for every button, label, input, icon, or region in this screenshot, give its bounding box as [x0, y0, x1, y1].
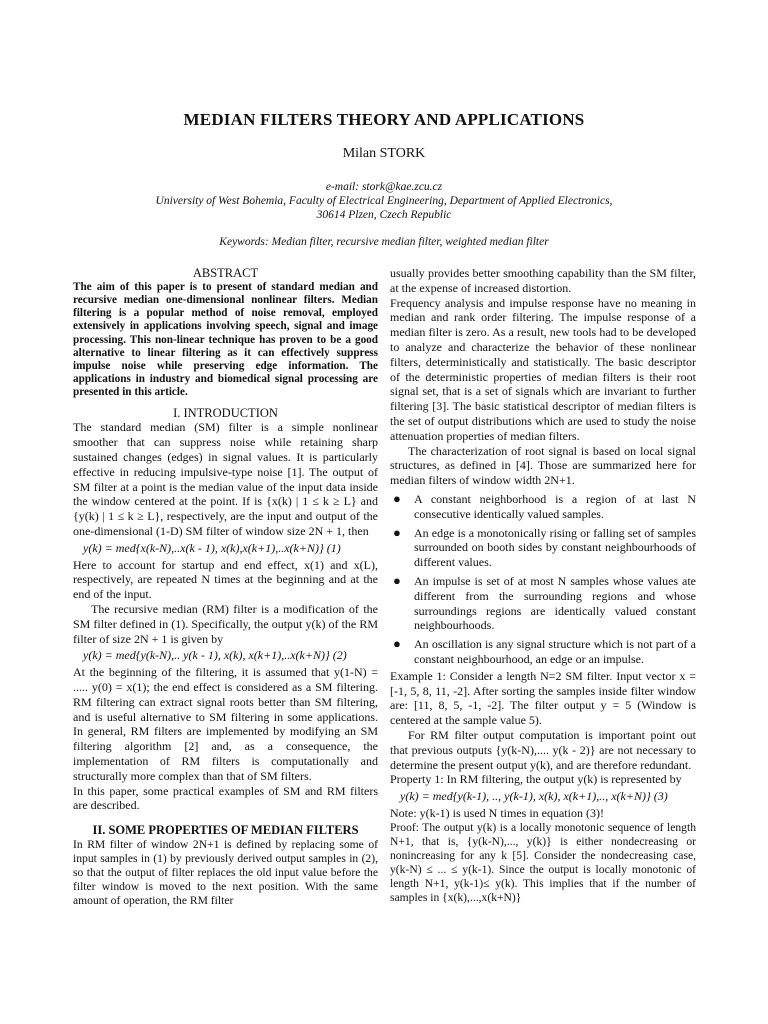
bullet-text: An impulse is set of at most N samples whose values ate different from the surrounding regions and whose surroundings regions are identically valued constant neighbourhoods. [414, 573, 696, 633]
note: Note: y(k-1) is used N times in equation (3)! [390, 805, 604, 820]
left-column [73, 266, 378, 908]
properties-paragraph-1: In RM filter of window 2N+1 is defined by replacing some of input samples in (1) by previously derived output samples in (2), so that the output of filter replaces the old input value before the filter window is moved to the next position. With the same amount of operation, the RM filter [73, 837, 378, 907]
author-email: e-mail: stork@kae.zcu.cz [325, 181, 443, 193]
bullet-item [390, 637, 696, 667]
right-paragraph-2: Frequency analysis and impulse response have no meaning in median and rank order filtering. The impulse response of a median filter is zero. As a result, new tools had to be developed to analyze and characterize the behavior of these nonlinear filters, deterministically and statistically. The basic descriptor of the deterministic properties of median filters is their root signal set, that is a set of signals which are invariant to further filtering [3]. The basic statistical descriptor of median filters is the set of output distributions which are used to study the noise attenuation properties of median filters. [390, 295, 696, 443]
affiliation-line-1: University of West Bohemia, Faculty of Electrical Engineering, Department of Applied Electronics, [155, 195, 613, 207]
bullet-dot-icon: ● [393, 572, 401, 588]
example-1: Example 1: Consider a length N=2 SM filter. Input vector x = [-1, 5, 8, 11, -2]. After sorting the samples inside filter window are: [11, 8, 5, -1, -2]. The filter output y = 5 (Window is centered at the sample value 5). [390, 668, 696, 728]
intro-paragraph-3: The recursive median (RM) filter is a modification of the SM filter defined in (1). Specifically, the output y(k) of the RM filter of size 2N + 1 is given by [73, 601, 378, 646]
proof-paragraph: Proof: The output y(k) is a locally monotonic sequence of length N+1, that is, {y(k-N),..., y(k)} is either nondecreasing or nonincreasing for any k [5]. Consider the nondecreasing case, y(k-N) ≤ ... ≤ y(k-1). Since the output is locally monotonic of length N+1, y(k-1)≤ y(k). This implies that if the number of samples in {x(k),...,x(k+N)} [390, 820, 696, 904]
bullet-item [390, 526, 696, 570]
affiliation-line-2: 30614 Plzen, Czech Republic [316, 209, 452, 221]
right-paragraph-4: For RM filter output computation is important point out that previous outputs {y(k-N),.... y(k - 2)} are not necessary to determine the present output y(k), and are therefore redundant. [390, 727, 696, 772]
property-1: Property 1: In RM filtering, the output y(k) is represented by [390, 772, 682, 787]
section-heading-introduction: I. INTRODUCTION [173, 405, 278, 420]
intro-paragraph-2: Here to account for startup and end effect, x(1) and x(L), respectively, are repeated N times at the beginning and at the end of the input. [73, 557, 378, 602]
keywords: Keywords: Median filter, recursive median filter, weighted median filter [219, 236, 549, 248]
abstract-text: The aim of this paper is to present of standard median and recursive median one-dimensional nonlinear filters. Median filtering is a popular method of noise removal, employed extensively in applications involving speech, signal and image processing. This non-linear technique has proven to be a good alternative to linear filtering as it can effectively suppress impulse noise while preserving edge information. The applications in industry and biomedical signal processing are presented in this article. [73, 280, 378, 399]
right-column [390, 266, 696, 905]
bullet-text: An edge is a monotonically rising or falling set of samples surrounded on booth sides by constant neighbourhoods of different values. [414, 525, 696, 570]
equation-1: y(k) = med{x(k-N),..x(k - 1), x(k),x(k+1),..x(k+N)} (1) [83, 540, 341, 555]
intro-paragraph-1: The standard median (SM) filter is a simple nonlinear smoother that can suppress noise while retaining sharp sustained changes (edges) in signal values. It is particularly effective in reducing impulsive-type noise [1]. The output of SM filter at a point is the median value of the input data inside the window centered at the point. If is {x(k) | 1 ≤ k ≥ L} and {y(k) | 1 ≤ k ≥ L}, respectively, are the input and output of the one-dimensional (1-D) SM filter of window size 2N + 1, then [73, 420, 378, 538]
abstract-heading: ABSTRACT [192, 266, 259, 280]
bullet-dot-icon: ● [393, 636, 401, 652]
right-paragraph-1: usually provides better smoothing capability than the SM filter, at the expense of increased distortion. [390, 266, 696, 295]
section-heading-properties: II. SOME PROPERTIES OF MEDIAN FILTERS [92, 823, 359, 838]
author-name: Milan STORK [342, 146, 426, 161]
bullet-text: An oscillation is any signal structure which is not part of a constant neighbourhood, an edge or an impulse. [414, 637, 696, 666]
equation-3: y(k) = med{y(k-1), .., y(k-1), x(k), x(k+1),.., x(k+N)} (3) [400, 789, 668, 804]
bullet-text: A constant neighborhood is a region of at last N consecutive identically valued samples. [414, 491, 696, 521]
bullet-item [390, 574, 696, 633]
bullet-item [390, 492, 696, 522]
intro-paragraph-4: At the beginning of the filtering, it is assumed that y(1-N) = ..... y(0) = x(1); the end effect is considered as a SM filtering. RM filtering can extract signal roots better than SM filtering, and is useful alternative to SM filtering in some applications. In general, RM filters are implemented by modifying an SM filtering algorithm [2] and, as a consequence, the implementation of RM filters is computationally and structurally more complex than that of SM filters. [73, 665, 378, 783]
intro-paragraph-5: In this paper, some practical examples of SM and RM filters are described. [73, 783, 378, 813]
paper-title: MEDIAN FILTERS THEORY AND APPLICATIONS [183, 110, 585, 129]
bullet-dot-icon: ● [393, 524, 401, 540]
equation-2: y(k) = med{y(k-N),.. y(k - 1), x(k), x(k+1),..x(k+N)} (2) [83, 648, 347, 663]
bullet-dot-icon: ● [393, 490, 401, 506]
right-paragraph-3: The characterization of root signal is based on local signal structures, as defined in [4]. Those are summarized here for median filters of window width 2N+1. [390, 443, 696, 488]
